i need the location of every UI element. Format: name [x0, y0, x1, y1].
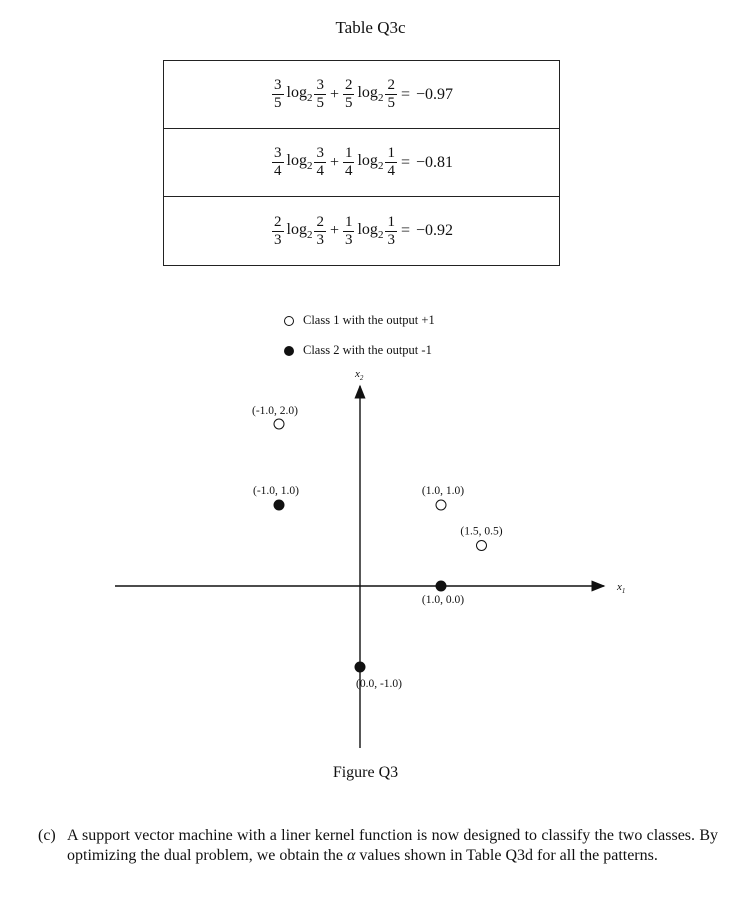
class1-point	[274, 419, 284, 429]
argument-fraction: $\frac{2}{5}$	[387, 77, 395, 111]
result-value: −0.97	[415, 85, 453, 103]
log2-term: $\log_2$	[357, 152, 384, 173]
argument-fraction: $\frac{3}{5}$	[316, 77, 324, 111]
plus-sign: +	[329, 85, 339, 103]
argument-fraction: $\frac{1}{4}$	[387, 145, 395, 179]
point-label: (1.0, 1.0)	[421, 485, 465, 497]
figure-caption: Figure Q3	[332, 764, 399, 781]
plus-sign: +	[329, 153, 339, 171]
point-label: (0.0, -1.0)	[356, 678, 402, 690]
point-label: (1.0, 0.0)	[421, 594, 465, 606]
log2-term: $\log_2$	[357, 220, 384, 242]
coefficient-fraction: $\frac{3}{5}$	[274, 77, 282, 111]
class1-point	[477, 541, 487, 551]
table-title: Table Q3c	[335, 18, 406, 37]
result-value: −0.81	[415, 153, 453, 171]
class2-point	[274, 500, 284, 510]
equals-sign: =	[400, 222, 410, 239]
log2-term: $\log_2$	[286, 152, 313, 173]
alpha-symbol: α	[346, 847, 356, 864]
plus-sign: +	[329, 222, 339, 239]
log2-term: $\log_2$	[357, 84, 384, 105]
result-value: −0.92	[415, 222, 453, 239]
log2-term: $\log_2$	[286, 84, 313, 105]
equals-sign: =	[400, 153, 410, 171]
x-axis-label: $x_1$	[617, 581, 626, 595]
argument-fraction: $\frac{2}{3}$	[316, 213, 324, 248]
question-label: (c)	[38, 827, 56, 844]
point-label: (-1.0, 1.0)	[253, 485, 299, 497]
legend-class1-label: Class 1 with the output +1	[303, 313, 435, 327]
equals-sign: =	[400, 85, 410, 103]
coefficient-fraction: $\frac{2}{3}$	[274, 213, 282, 248]
coefficient-fraction: $\frac{1}{3}$	[344, 213, 353, 248]
question-text-after: values shown in Table Q3d for all the patterns.	[359, 847, 658, 864]
question-paragraph	[38, 826, 718, 866]
y-axis-label: $x_2$	[355, 368, 364, 382]
class2-point	[355, 662, 365, 672]
legend-class2-label: Class 2 with the output -1	[303, 343, 432, 357]
point-label: (-1.0, 2.0)	[252, 405, 298, 417]
argument-fraction: $\frac{3}{4}$	[316, 145, 324, 179]
class2-point	[436, 581, 446, 591]
question-text-before: A support vector machine with a liner kernel function is now designed to classify the two classes. By optimizing the dual problem, we obtain the	[67, 827, 718, 864]
coefficient-fraction: $\frac{3}{4}$	[274, 145, 282, 179]
class1-point	[436, 500, 446, 510]
coefficient-fraction: $\frac{2}{5}$	[344, 77, 353, 111]
log2-term: $\log_2$	[286, 220, 313, 242]
argument-fraction: $\frac{1}{3}$	[387, 213, 395, 248]
coefficient-fraction: $\frac{1}{4}$	[344, 145, 353, 179]
point-label: (1.5, 0.5)	[460, 525, 503, 538]
